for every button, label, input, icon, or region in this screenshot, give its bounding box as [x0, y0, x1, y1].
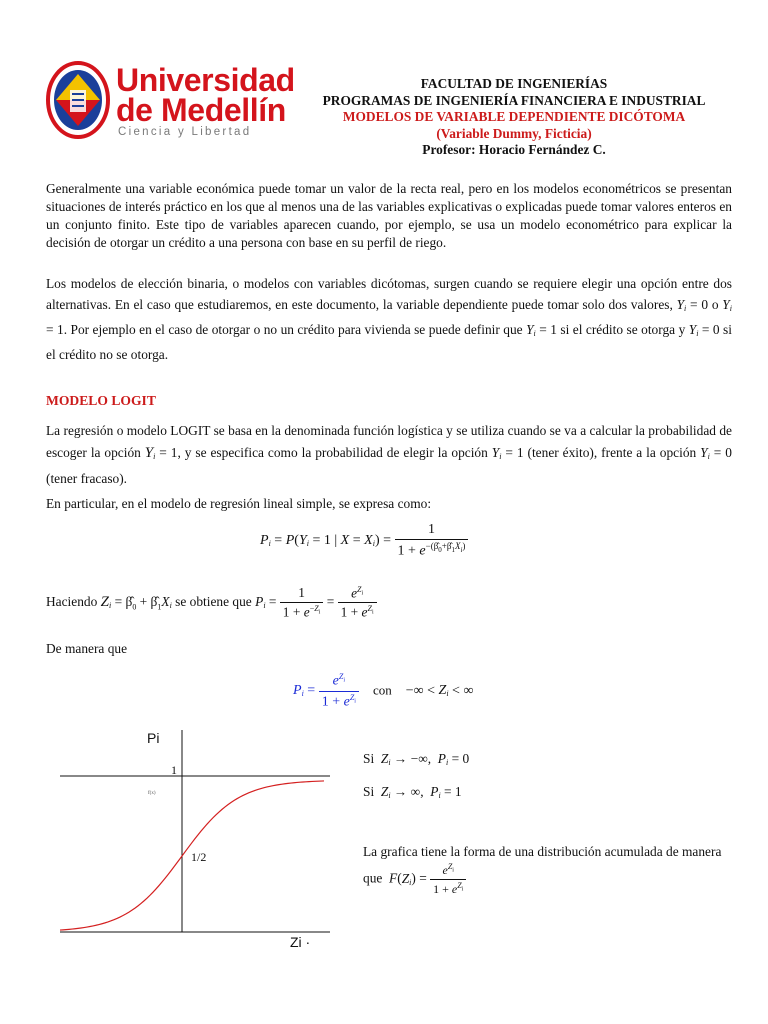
logit-paragraph-2: En particular, en el modelo de regresión lineal simple, se expresa como:: [46, 496, 432, 511]
p2-text-d: si el crédito se otorga: [560, 322, 676, 337]
logit-p1-b: , y se especifica como la probabilidad de elegir la opción: [177, 445, 488, 460]
equation-logit-probability: $P_i = P(Y_i = 1$ | $X = X_i$) = $\frac{1}{1 + e^{-(\betâ_0+\betâ_1X_i)}}$: [260, 522, 468, 560]
section-title-logit: MODELO LOGIT: [46, 393, 156, 408]
document-header: [300, 76, 728, 159]
p2-text-b: o: [711, 297, 719, 312]
limit-neg-infinity: Si $Z_i$ → −∞, $P_i = 0$: [363, 751, 470, 767]
grafica-text: La grafica tiene la forma de una distribución acumulada de manera: [363, 844, 722, 859]
haciendo-text: Haciendo: [46, 594, 98, 610]
con-text: con: [372, 682, 392, 698]
p2-text-f: si el crédito no se otorga.: [46, 322, 732, 362]
p2-text-e: y: [678, 322, 686, 337]
intro-paragraph-2: Los modelos de elección binaria, o modelos con variables dicótomas, surgen cuando se requiere elegir una opción entre dos alternativas. En el caso que estudiaremos, en este documento, la variable dependiente puede tomar solo dos valores, $Y_i = 0$ o $Y_i = 1$. Por ejemplo en el caso de otorgar o no un crédito para vivienda se puede definir que $Y_i = 1$ si el crédito se otorga y $Y_i = 0$ si el crédito no se otorga.: [46, 276, 732, 362]
p2-text-a: Los modelos de elección binaria, o modelos con variables dicótomas, surgen cuando se requiere elegir una opción entre dos alternativas. En el caso que estudiaremos, en este documento, la variable dependiente puede tomar solo dos valores,: [46, 276, 732, 312]
logo-text-line2: de Medellín: [116, 92, 286, 128]
logit-paragraph-1: La regresión o modelo LOGIT se basa en la denominada función logística y se utiliza cuando se va a calcular la probabilidad de escoger la opción $Y_i = 1$, y se especifica como la probabilidad de elegir la opción $Y_i = 1$ (tener éxito), frente a la opción $Y_i = 0$ (tener fracaso).: [46, 423, 732, 486]
graph-one-label: 1: [171, 763, 177, 777]
university-seal-icon: [46, 60, 114, 144]
logit-p1-d: (tener fracaso).: [46, 471, 128, 486]
logistic-curve-graph: [60, 726, 340, 956]
equation-pi-logistic: $P_i$ = $\frac{e^{Z_i}}{1 + e^{Z_i}}$ con −∞ < $Z_i$ < ∞: [293, 672, 474, 710]
logit-p1-a: La regresión o modelo LOGIT se basa en la denominada función logística y se utiliza cuando se va a calcular la probabilidad de escoger la opción: [46, 423, 732, 460]
p2-text-c: . Por ejemplo en el caso de otorgar o no un crédito para vivienda se puede definir que: [63, 322, 523, 337]
logo-text-line1: Universidad: [116, 62, 295, 98]
logit-p1-c: (tener éxito), frente a la opción: [527, 445, 697, 460]
graph-half-label: 1/2: [191, 850, 207, 864]
limit-pos-infinity: Si $Z_i$ → ∞, $P_i = 1$: [363, 784, 462, 800]
logo-tagline: Ciencia y Libertad: [118, 126, 252, 138]
university-logo: [46, 60, 295, 144]
obtiene-text: se obtiene que: [175, 594, 252, 610]
graph-small-label: f(x): [148, 791, 156, 796]
document-title: MODELOS DE VARIABLE DEPENDIENTE DICÓTOMA: [342, 109, 686, 124]
cdf-equation: que $F(Z_i)$ = $\frac{e^{Z_i}}{1 + e^{Z_i}}$: [363, 862, 466, 897]
equation-haciendo: Haciendo $Z_i$ = $\betâ_0$ + $\betâ_1X_i$ se obtiene que $P_i$ = $\frac{1}{1 + e^{-Z_i}}$ = $\frac{e^{Z_i}}{1 + e^{Z_i}}$: [46, 585, 377, 621]
programs-title: PROGRAMAS DE INGENIERÍA FINANCIERA E INDUSTRIAL: [322, 92, 706, 108]
graph-x-label: Zi ·: [290, 934, 311, 950]
intro-paragraph-1: Generalmente una variable económica puede tomar un valor de la recta real, pero en los modelos econométricos se presentan situaciones de interés práctico en los que al menos una de las variables explicativas o explicadas puede tomar valores enteros en un conjunto finito. Este tipo de variables aparecen cuando, por ejemplo, se usa un modelo econométrico para explicar la decisión de otorgar un crédito a una persona con base en su perfil de riego.: [46, 181, 732, 250]
professor-line: Profesor: Horacio Fernández C.: [422, 142, 606, 157]
faculty-title: FACULTAD DE INGENIERÍAS: [420, 76, 608, 91]
graph-y-label: Pi: [147, 730, 160, 746]
document-subtitle: (Variable Dummy, Ficticia): [436, 125, 592, 141]
de-manera-que-text: De manera que: [46, 641, 128, 656]
